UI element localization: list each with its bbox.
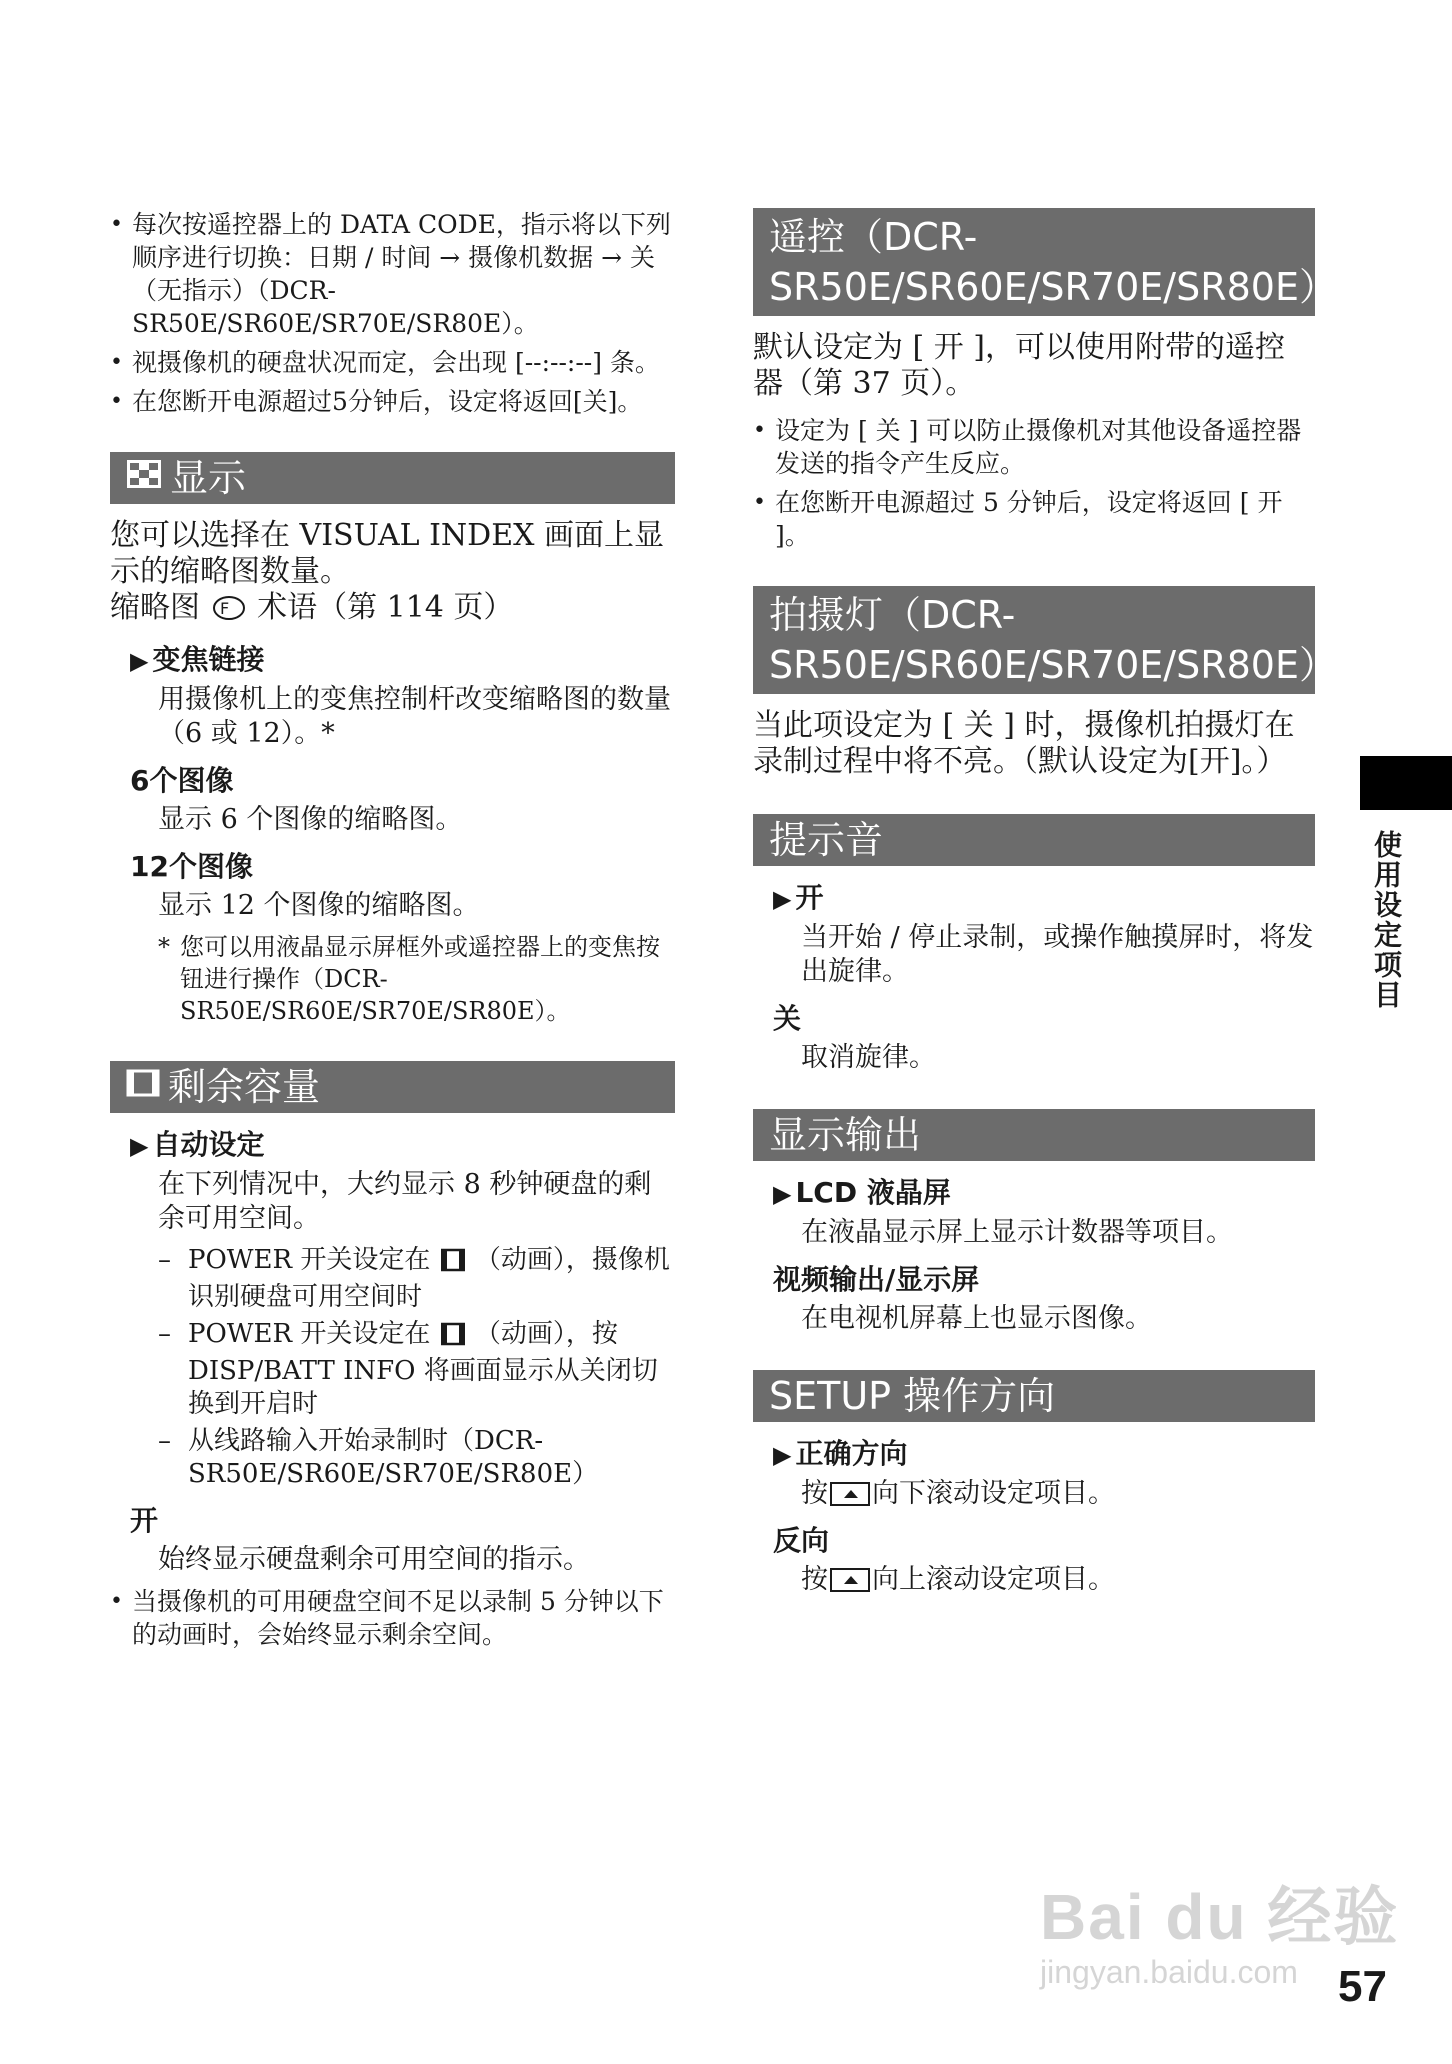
default-marker-icon: ▶ [773,885,792,913]
bullet-item: • 每次按遥控器上的 DATA CODE，指示将以下列顺序进行切换：日期 / 时间 → 摄像机数据 → 关（无指示）（DCR-SR50E/SR60E/SR70E/SR80E）。 [110,208,675,340]
section-header-beep: 提示音 [753,814,1315,866]
option-desc: 取消旋律。 [801,1042,936,1073]
option-beep-on: ▶ 开 [773,881,824,914]
grid-icon [126,452,162,504]
option-12-images: 12个图像 [130,850,253,883]
option-desc: 显示 6 个图像的缩略图。 [158,804,463,835]
section-header-output: 显示输出 [753,1109,1315,1161]
remaining-bullet-list [110,1585,675,1651]
up-button-icon [830,1482,870,1506]
section-title: 显示 [170,456,247,500]
bullet-item: • 在您断开电源超过5分钟后，设定将返回[关]。 [110,385,675,418]
page-number: 57 [1338,1962,1387,2011]
list-item: – 从线路输入开始录制时（DCR-SR50E/SR60E/SR70E/SR80E） [158,1425,675,1491]
film-icon [126,1061,160,1113]
section-header-remaining [110,1061,675,1113]
chapter-label: 使用设定项目 [1370,830,1403,1010]
bullet-item: • 在您断开电源超过 5 分钟后，设定将返回 [ 开 ]。 [753,486,1315,552]
bullet-item: • 设定为 [ 关 ] 可以防止摄像机对其他设备遥控器发送的指令产生反应。 [753,414,1315,480]
section-title: 剩余容量 [168,1065,321,1109]
up-button-icon [830,1568,870,1592]
default-marker-icon: ▶ [130,647,149,675]
option-video-out: 视频输出/显示屏 [773,1263,980,1296]
list-item: – POWER 开关设定在 （动画），按 DISP/BATT INFO 将画面显示从关闭切换到开启时 [158,1318,675,1421]
option-6-images: 6个图像 [130,764,234,797]
option-desc: 按 向下滚动设定项目。 [801,1478,1115,1509]
remote-bullet-list [753,414,1315,552]
display-term-line: 缩略图 F 术语（第 114 页） [110,590,675,630]
remote-intro: 默认设定为 [ 开 ]，可以使用附带的遥控器（第 37 页）。 [753,330,1286,401]
default-marker-icon: ▶ [773,1180,792,1208]
option-desc: 当开始 / 停止录制，或操作触摸屏时，将发出旋律。 [801,922,1314,987]
footnote: * 您可以用液晶显示屏框外或遥控器上的变焦按钮进行操作（DCR-SR50E/SR60E/SR70E/SR80E）。 [158,931,675,1027]
default-marker-icon: ▶ [130,1132,149,1160]
movie-icon [441,1248,465,1281]
bullet-item: • 视摄像机的硬盘状况而定，会出现 [--:--:--] 条。 [110,346,675,379]
option-zoom-link: ▶ 变焦链接 [130,643,265,676]
default-marker-icon: ▶ [773,1441,792,1469]
option-desc: 按 向上滚动设定项目。 [801,1564,1115,1595]
top-bullet-list [110,208,675,418]
watermark-url: jingyan.baidu.com [1040,1954,1298,1990]
movie-icon [441,1322,465,1355]
glossary-hand-icon [212,594,246,630]
watermark-logo: Bai du 经验 [1040,1881,1400,1953]
lamp-intro: 当此项设定为 [ 关 ] 时，摄像机拍摄灯在录制过程中将不亮。（默认设定为[开]。） [753,708,1295,779]
condition-list [158,1244,675,1491]
option-desc: 在液晶显示屏上显示计数器等项目。 [801,1217,1233,1248]
option-desc: 在下列情况中，大约显示 8 秒钟硬盘的剩余可用空间。 [158,1169,652,1234]
option-reverse-direction: 反向 [773,1524,830,1557]
bullet-item: • 当摄像机的可用硬盘空间不足以录制 5 分钟以下的动画时，会始终显示剩余空间。 [110,1585,675,1651]
option-lcd: ▶ LCD 液晶屏 [773,1176,951,1209]
option-on: 开 [130,1504,159,1537]
svg-text:F: F [219,599,229,618]
list-item: – POWER 开关设定在 （动画），摄像机识别硬盘可用空间时 [158,1244,675,1314]
section-header-setup: SETUP 操作方向 [753,1370,1315,1422]
section-header-display [110,452,675,504]
section-header-remote: 遥控（DCR-SR50E/SR60E/SR70E/SR80E） [753,208,1315,316]
left-column [110,208,675,1657]
section-header-lamp: 拍摄灯（DCR-SR50E/SR60E/SR70E/SR80E） [753,586,1315,694]
option-normal-direction: ▶ 正确方向 [773,1437,908,1470]
option-desc: 在电视机屏幕上也显示图像。 [801,1303,1152,1334]
option-desc: 始终显示硬盘剩余可用空间的指示。 [158,1544,590,1575]
right-column [753,208,1337,1605]
display-intro: 您可以选择在 VISUAL INDEX 画面上显示的缩略图数量。 [110,518,665,589]
option-desc: 显示 12 个图像的缩略图。 [158,890,480,921]
chapter-tab [1360,756,1452,810]
option-auto: ▶ 自动设定 [130,1128,265,1161]
option-desc: 用摄像机上的变焦控制杆改变缩略图的数量（6 或 12）。* [158,684,671,749]
option-beep-off: 关 [773,1002,802,1035]
